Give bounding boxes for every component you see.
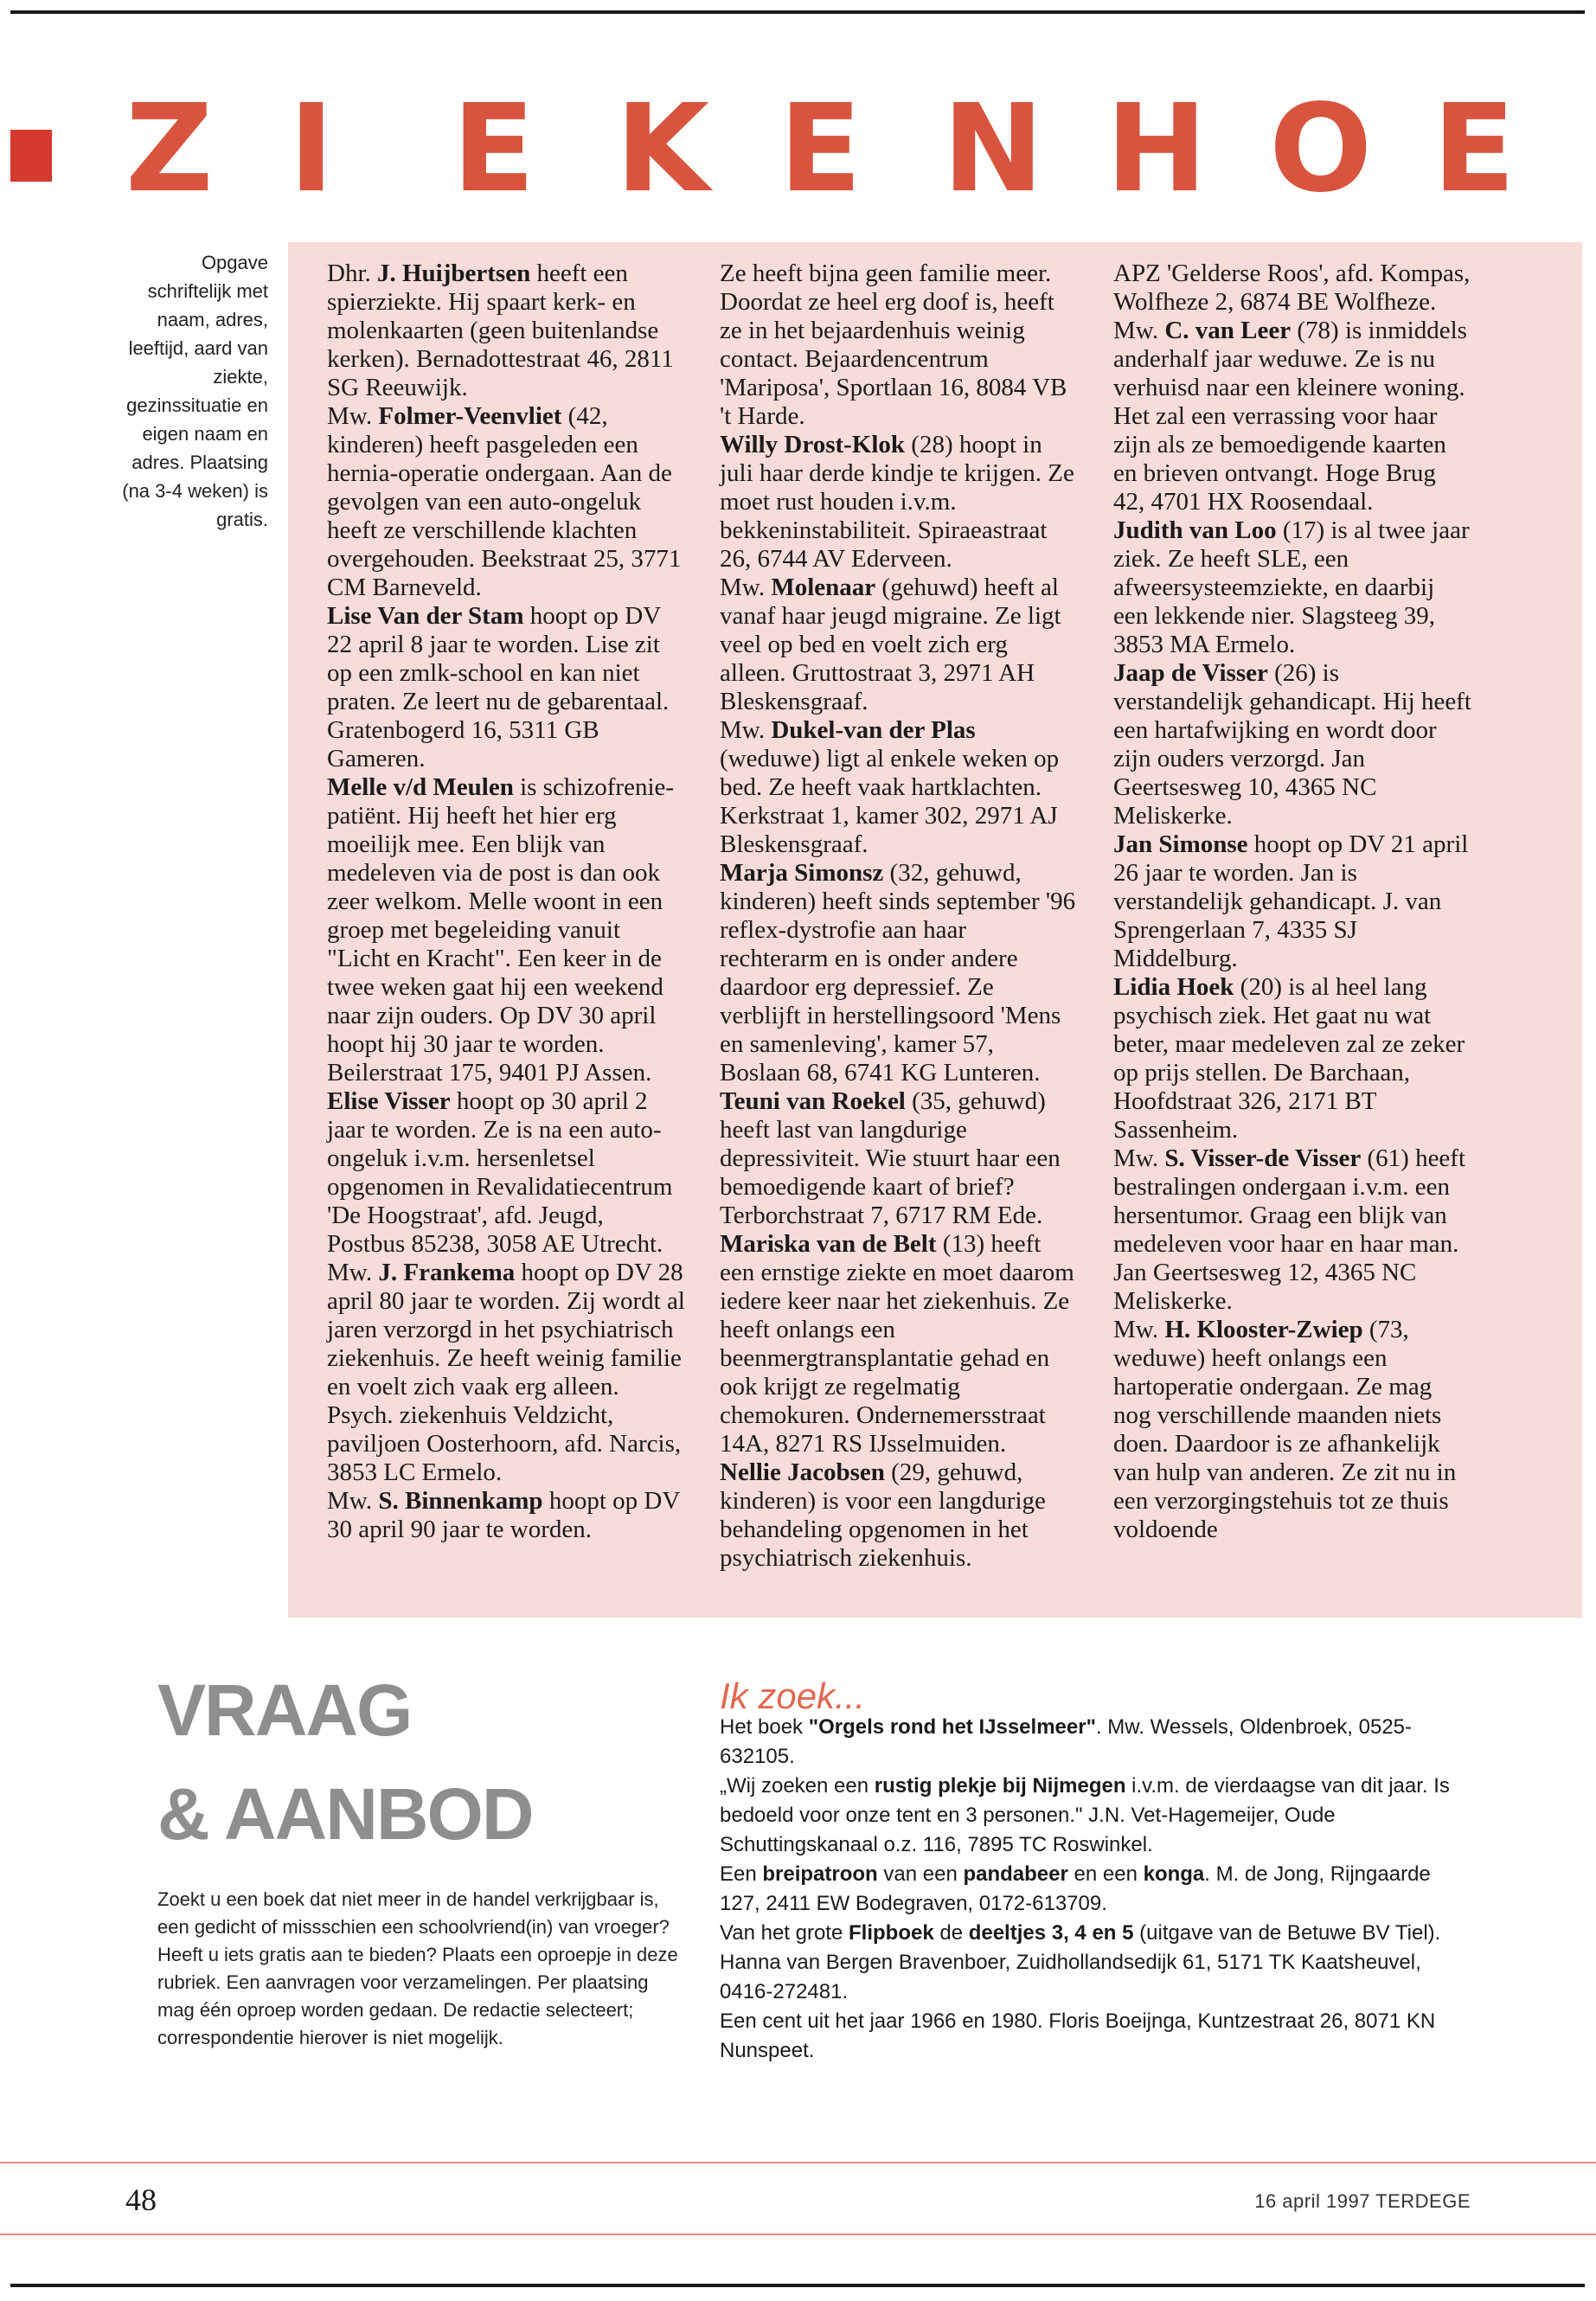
title-letter: K [615,93,710,206]
title-letter: N [942,93,1044,206]
zoek-item-highlight: deeltjes 3, 4 en 5 [968,1921,1134,1945]
notice-entry [720,1087,1079,1230]
zoek-item [720,1772,1464,1860]
notice-person-name: Molenaar [771,574,876,601]
notice-text: (32, gehuwd, kinderen) heeft sinds september '96 reflex-dystrofie aan haar rechterarm en is onder andere daardoor erg depressief. Ze verblijft in herstellingsoord 'Mens en samenleving', kamer 57, Boslaan 68, 6741 KG Lunteren. [720,859,1076,1086]
zoek-item-text: en een [1067,1862,1144,1886]
notice-text: (28) hoopt in juli haar derde kindje te krijgen. Ze moet rust houden i.v.m. bekkeninstabiliteit. Spiraeastraat 26, 6744 AV Ederveen. [720,431,1074,573]
notice-title-prefix: Mw. [327,1259,379,1286]
notice-entry [327,260,686,402]
zoek-item-text: Het boek [720,1715,809,1739]
notice-title-prefix: Dhr. [327,260,377,287]
notice-text: (35, gehuwd) heeft last van langdurige depressiviteit. Wie stuurt haar een bemoedigende kaart of brief? Terborchstraat 7, 6717 RM Ede. [720,1087,1061,1229]
vraag-aanbod-title [157,1671,642,1879]
notice-person-name: Marja Simonsz [720,859,884,887]
ik-zoek-list [720,1713,1464,2066]
title-line-aanbod: & AANBOD [157,1773,533,1855]
page-number: 48 [125,2182,157,2217]
notice-title-prefix: Mw. [1113,1144,1165,1172]
notice-entry [1113,973,1472,1144]
notice-text: is schizofrenie-patiënt. Hij heeft het hier erg moeilijk mee. Een blijk van medeleven via de post is dan ook zeer welkom. Melle woont in een groep met begeleiding vanuit "Licht en Kracht". Een keer in de twee weken gaat hij een weekend naar zijn ouders. Op DV 30 april hoopt hij 30 jaar te worden. Beilerstraat 175, 9401 PJ Assen. [327,773,675,1086]
notice-text: (20) is al heel lang psychisch ziek. Het gaat nu wat beter, maar medeleven zal ze zeker op prijs stellen. De Barchaan, Hoofdstraat 326, 2171 BT Sassenheim. [1113,973,1465,1144]
notices-column-3 [1113,260,1472,1544]
notice-entry [327,1487,686,1544]
notice-entry [1113,516,1472,659]
title-letter: O [1269,93,1373,206]
notice-entry [1113,260,1472,317]
notice-person-name: Teuni van Roekel [720,1087,906,1115]
notice-person-name: Jaap de Visser [1113,659,1268,687]
notice-person-name: Melle v/d Meulen [327,773,514,801]
notice-text: APZ 'Gelderse Roos', afd. Kompas, Wolfheze 2, 6874 BE Wolfheze. [1113,260,1471,316]
title-letter: Z [125,93,214,206]
notice-text: hoopt op 30 april 2 jaar te worden. Ze is na een auto-ongeluk i.v.m. hersenletsel opgenomen in Revalidatiecentrum 'De Hoogstraat', afd. Jeugd, Postbus 85238, 3058 AE Utrecht. [327,1087,673,1258]
notice-entry [720,260,1079,431]
notice-person-name: Mariska van de Belt [720,1230,937,1258]
notice-entry [327,773,686,1087]
section-title-ziekenhoek [125,93,1596,206]
notices-column-2 [720,260,1079,1573]
zoek-item-text: . Mw. Wessels, Oldenbroek, 0525-632105. [720,1715,1413,1768]
vraag-aanbod-intro: Zoekt u een boek dat niet meer in de handel verkrijgbaar is, een gedicht of missschien een schoolvriend(in) van vroeger? Heeft u iets gratis aan te bieden? Plaats een oproepje in deze rubriek. Een aanvragen voor verzamelingen. Per plaatsing mag één oproep worden gedaan. De redactie selecteert; correspondentie hierover is niet mogelijk. [157,1888,678,2048]
notice-entry [1113,1144,1472,1316]
title-letter: E [452,93,535,206]
notice-person-name: J. Frankema [378,1259,516,1286]
notice-entry [720,716,1079,859]
notice-person-name: Lidia Hoek [1113,973,1234,1001]
notice-person-name: Elise Visser [327,1087,451,1115]
notice-text: (13) heeft een ernstige ziekte en moet daarom iedere keer naar het ziekenhuis. Ze heeft onlangs een beenmergtransplantatie gehad en ook krijgt ze regelmatig chemokuren. Ondernemersstraat 14A, 8271 RS IJsselmuiden. [720,1230,1074,1458]
zoek-item-highlight: rustig plekje bij Nijmegen [874,1774,1126,1798]
notice-text: (weduwe) ligt al enkele weken op bed. Ze heeft vaak hartklachten. Kerkstraat 1, kamer 302, 2971 AJ Bleskensgraaf. [720,745,1060,858]
notice-person-name: Jan Simonse [1113,830,1248,858]
ik-zoek-heading: Ik zoek... [720,1676,866,1716]
zoek-item-text: (uitgave van de Betuwe BV Tiel). Hanna van Bergen Bravenboer, Zuidhollandsedijk 61, 5171 TK Kaatsheuvel, 0416-272481. [720,1921,1441,2003]
zoek-item [720,1860,1464,1919]
notice-text: heeft een spierziekte. Hij spaart kerk- en molenkaarten (geen buitenlandse kerken). Bernadottestraat 46, 2811 SG Reeuwijk. [327,260,674,401]
notice-person-name: C. van Leer [1164,317,1292,344]
notice-title-prefix: Mw. [1113,317,1165,344]
zoek-item [720,2007,1464,2066]
zoek-item-text: „Wij zoeken een [720,1774,875,1798]
notice-text: hoopt op DV 30 april 90 jaar te worden. [327,1487,680,1543]
notice-title-prefix: Mw. [327,1487,379,1515]
zoek-item-text: Van het grote [720,1921,849,1945]
zoek-item-text: van een [877,1862,964,1886]
zoek-item-text: Een cent uit het jaar 1966 en 1980. Floris Boeijnga, Kuntzestraat 26, 8071 KN Nunspeet. [720,2009,1436,2062]
notice-person-name: S. Visser-de Visser [1164,1144,1362,1172]
notice-title-prefix: Mw. [327,402,379,430]
notice-entry [720,574,1079,716]
submission-instructions: Opgave schriftelijk met naam, adres, leeftijd, aard van ziekte, gezinssituatie en eigen naam en adres. Plaatsing (na 3-4 weken) is gratis. [122,252,268,530]
zoek-item-text: . M. de Jong, Rijngaarde 127, 2411 EW Bodegraven, 0172-613709. [720,1862,1431,1915]
title-letter: E [779,93,862,206]
notices-column-1 [327,260,686,1544]
title-letter: I [288,93,334,206]
notice-text: hoopt op DV 21 april 26 jaar te worden. Jan is verstandelijk gehandicapt. J. van Sprengerlaan 7, 4335 SJ Middelburg. [1113,830,1469,972]
top-border [10,10,1585,14]
notice-person-name: S. Binnenkamp [378,1487,543,1515]
notice-title-prefix: Mw. [1113,1316,1165,1343]
notice-text: Ze heeft bijna geen familie meer. Doordat ze heel erg doof is, heeft ze in het bejaardenhuis weinig contact. Bejaardencentrum 'Mariposa', Sportlaan 16, 8084 VB 't Harde. [720,260,1067,430]
notice-entry [327,602,686,773]
notice-person-name: Dukel-van der Plas [771,716,976,744]
notice-entry [720,1230,1079,1458]
notice-person-name: J. Huijbertsen [377,260,531,287]
section-marker [10,130,52,182]
notice-entry [327,1259,686,1487]
notice-title-prefix: Mw. [720,716,772,744]
notice-entry [1113,830,1472,973]
notice-person-name: Judith van Loo [1113,516,1277,544]
notice-text: hoopt op DV 22 april 8 jaar te worden. Lise zit op een zmlk-school en kan niet praten. Ze leert nu de gebarentaal. Gratenbogerd 16, 5311 GB Gameren. [327,602,670,772]
zoek-item [720,1713,1464,1772]
notice-person-name: Folmer-Veenvliet [378,402,562,430]
notice-text: (42, kinderen) heeft pasgeleden een hernia-operatie ondergaan. Aan de gevolgen van een auto-ongeluk heeft ze verschillende klachten overgehouden. Beekstraat 25, 3771 CM Barneveld. [327,402,682,601]
notice-entry [1113,1316,1472,1544]
zoek-item-highlight: pandabeer [963,1862,1068,1886]
zoek-item-highlight: Flipboek [849,1921,934,1945]
notice-text: (gehuwd) heeft al vanaf haar jeugd migraine. Ze ligt veel op bed en voelt zich erg alleen. Gruttostraat 3, 2971 AH Bleskensgraaf. [720,574,1061,715]
notice-text: (61) heeft bestralingen ondergaan i.v.m. een hersentumor. Graag een blijk van medeleven voor haar en haar man. Jan Geertsesweg 12, 4365 NC Meliskerke. [1113,1144,1466,1315]
footer-rule-top [0,2162,1596,2163]
notice-title-prefix: Mw. [720,574,772,601]
zoek-item-text: i.v.m. de vierdaagse van dit jaar. Is bedoeld voor onze tent en 3 personen." J.N. Vet-Hagemeijer, Oude Schuttingskanaal o.z. 116, 7895 TC Roswinkel. [720,1774,1450,1856]
notice-entry [720,431,1079,574]
bottom-border [10,2284,1585,2287]
notice-person-name: Willy Drost-Klok [720,431,906,458]
notice-text: (17) is al twee jaar ziek. Ze heeft SLE, een afweersysteemziekte, en daarbij een lekkende nier. Slagsteeg 39, 3853 MA Ermelo. [1113,516,1470,658]
notice-entry [720,859,1079,1087]
notice-person-name: H. Klooster-Zwiep [1164,1316,1363,1343]
notice-person-name: Lise Van der Stam [327,602,524,630]
notice-person-name: Nellie Jacobsen [720,1458,885,1486]
notice-entry [1113,659,1472,830]
notice-text: (73, weduwe) heeft onlangs een hartoperatie ondergaan. Ze mag nog verschillende maanden niets doen. Daardoor is ze afhankelijk van hulp van anderen. Ze zit nu in een verzorgingstehuis tot ze thuis voldoende [1113,1316,1457,1543]
zoek-item-highlight: konga [1143,1862,1205,1886]
notice-entry [720,1458,1079,1573]
notice-text: hoopt op DV 28 april 80 jaar te worden. Zij wordt al jaren verzorgd in het psychiatrisch ziekenhuis. Ze heeft weinig familie en voelt zich vaak erg alleen. Psych. ziekenhuis Veldzicht, paviljoen Oosterhoorn, afd. Narcis, 3853 LC Ermelo. [327,1259,685,1486]
notice-text: (78) is inmiddels anderhalf jaar weduwe. Ze is nu verhuisd naar een kleinere woning. Het zal een verrassing voor haar zijn als ze bemoedigende kaarten en brieven ontvangt. Hoge Brug 42, 4701 HX Roosendaal. [1113,317,1467,516]
zoek-item-text: Een [720,1862,763,1886]
zoek-item-highlight: "Orgels rond het IJsselmeer" [808,1715,1096,1739]
title-letter: E [1433,93,1516,206]
notice-entry [327,1087,686,1259]
notice-text: (29, gehuwd, kinderen) is voor een langdurige behandeling opgenomen in het psychiatrisch ziekenhuis. [720,1458,1046,1572]
issue-info: 16 april 1997 TERDEGE [1254,2190,1471,2212]
title-line-vraag: VRAAG [157,1670,412,1751]
title-letter: H [1106,93,1208,206]
footer-rule-bottom [0,2234,1596,2235]
notice-text: (26) is verstandelijk gehandicapt. Hij heeft een hartafwijking en wordt door zijn ouders verzorgd. Jan Geertsesweg 10, 4365 NC Meliskerke. [1113,659,1471,830]
zoek-item-text: de [933,1921,969,1945]
zoek-item-highlight: breipatroon [762,1862,878,1886]
notice-entry [327,402,686,602]
notice-entry [1113,317,1472,516]
zoek-item [720,1919,1464,2007]
